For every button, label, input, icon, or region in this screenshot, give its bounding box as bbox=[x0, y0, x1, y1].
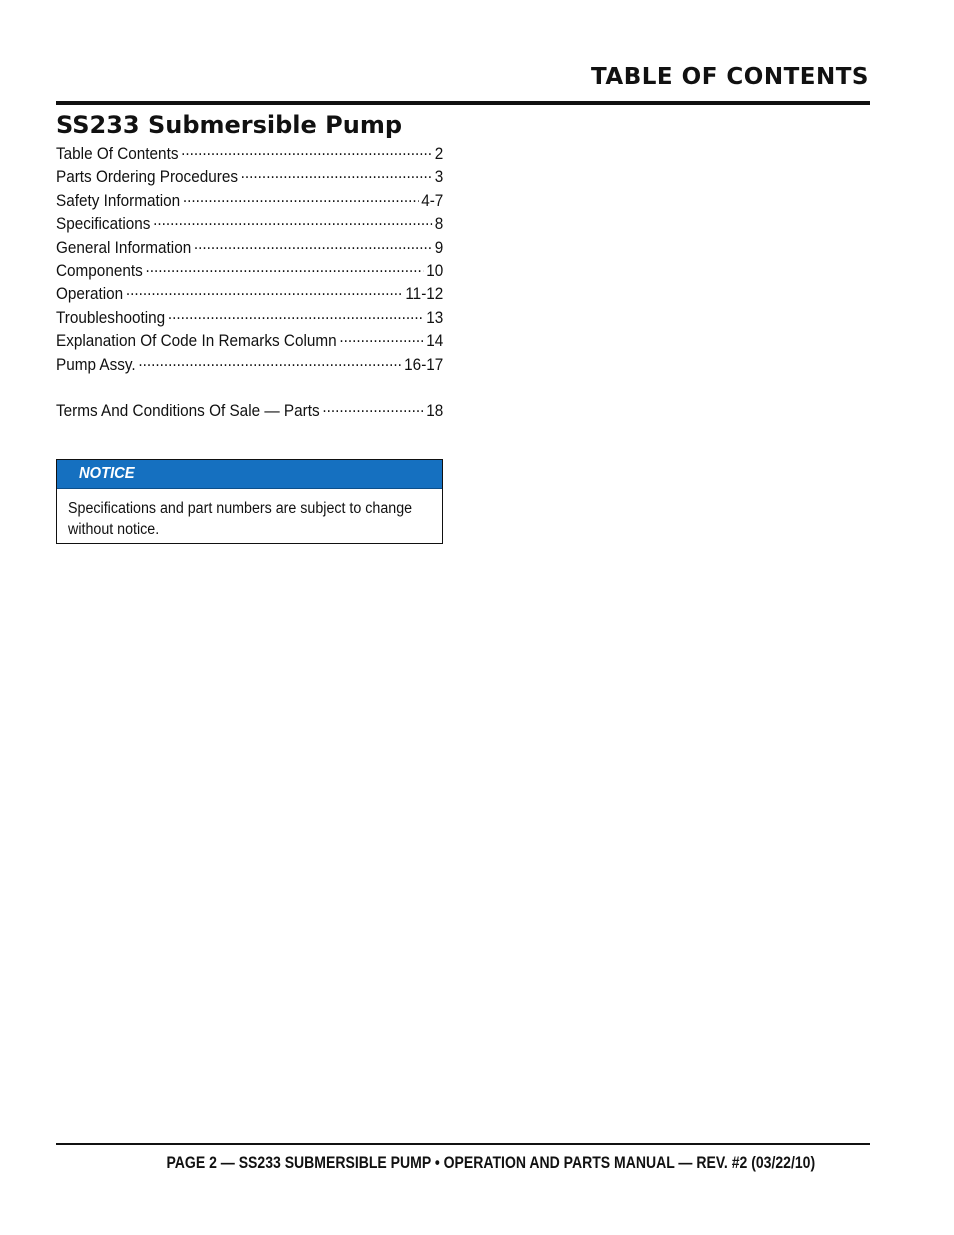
section-header-title: TABLE OF CONTENTS bbox=[591, 64, 869, 90]
notice-label: NOTICE bbox=[79, 465, 135, 482]
toc-leader-dots bbox=[322, 399, 423, 416]
toc-leader-dots bbox=[339, 329, 423, 346]
notice-text: Specifications and part numbers are subject to change without notice. bbox=[68, 500, 413, 538]
toc-entry-page: 2 bbox=[434, 144, 444, 163]
toc-leader-dots bbox=[241, 165, 432, 182]
footer-rule bbox=[56, 1143, 870, 1145]
toc-leader-dots bbox=[153, 212, 432, 229]
toc-leader-dots bbox=[138, 353, 401, 370]
toc-entry-label: Table Of Contents bbox=[56, 144, 179, 163]
toc-entry-label: Troubleshooting bbox=[56, 307, 166, 327]
toc-entry[interactable] bbox=[56, 353, 443, 376]
toc-leader-dots bbox=[145, 259, 423, 276]
toc-entry-page: 14 bbox=[426, 331, 444, 351]
toc-entry-page: 11-12 bbox=[405, 284, 444, 304]
toc-entry-page: 9 bbox=[434, 237, 444, 257]
page-footer: PAGE 2 — SS233 SUBMERSIBLE PUMP • OPERATION AND PARTS MANUAL — REV. #2 (03/22/10) bbox=[166, 1154, 815, 1172]
toc-entry[interactable] bbox=[56, 165, 443, 188]
toc-entry[interactable] bbox=[56, 399, 443, 422]
document-title: SS233 Submersible Pump bbox=[56, 111, 403, 139]
toc-entry-label: Safety Information bbox=[56, 190, 181, 210]
toc-leader-dots bbox=[168, 306, 424, 323]
toc-leader-dots bbox=[194, 236, 432, 253]
toc-entry-label: Terms And Conditions Of Sale — Parts bbox=[56, 400, 320, 420]
toc-entry-page: 8 bbox=[434, 214, 444, 234]
toc-entry[interactable] bbox=[56, 212, 443, 235]
notice-box bbox=[56, 459, 443, 544]
toc-entry[interactable] bbox=[56, 236, 443, 259]
toc-entry[interactable] bbox=[56, 306, 443, 329]
toc-leader-dots bbox=[181, 142, 432, 159]
toc-entry-page: 4-7 bbox=[421, 190, 444, 210]
toc-entry-label: Pump Assy. bbox=[56, 354, 136, 374]
toc-entry-page: 16-17 bbox=[404, 354, 444, 374]
toc-entry-page: 3 bbox=[434, 167, 444, 187]
toc-entry-page: 18 bbox=[426, 400, 444, 420]
header-rule bbox=[56, 101, 870, 105]
toc-entry-page: 13 bbox=[426, 307, 444, 327]
notice-header-bar bbox=[57, 460, 442, 489]
toc-leader-dots bbox=[126, 282, 403, 299]
toc-entry[interactable] bbox=[56, 259, 443, 282]
toc-entry[interactable] bbox=[56, 142, 443, 165]
toc-entry[interactable] bbox=[56, 189, 443, 212]
toc-entry-label: Explanation Of Code In Remarks Column bbox=[56, 331, 337, 351]
toc-entry-label: Operation bbox=[56, 284, 124, 304]
toc-entry[interactable] bbox=[56, 282, 443, 305]
toc-entry-label: Specifications bbox=[56, 214, 151, 234]
toc-entry-label: Components bbox=[56, 260, 143, 280]
table-of-contents bbox=[56, 142, 443, 422]
toc-entry[interactable] bbox=[56, 329, 443, 352]
toc-leader-dots bbox=[183, 189, 419, 206]
toc-entry-label: General Information bbox=[56, 237, 192, 257]
toc-entry-page: 10 bbox=[426, 260, 444, 280]
toc-entry-label: Parts Ordering Procedures bbox=[56, 167, 238, 187]
